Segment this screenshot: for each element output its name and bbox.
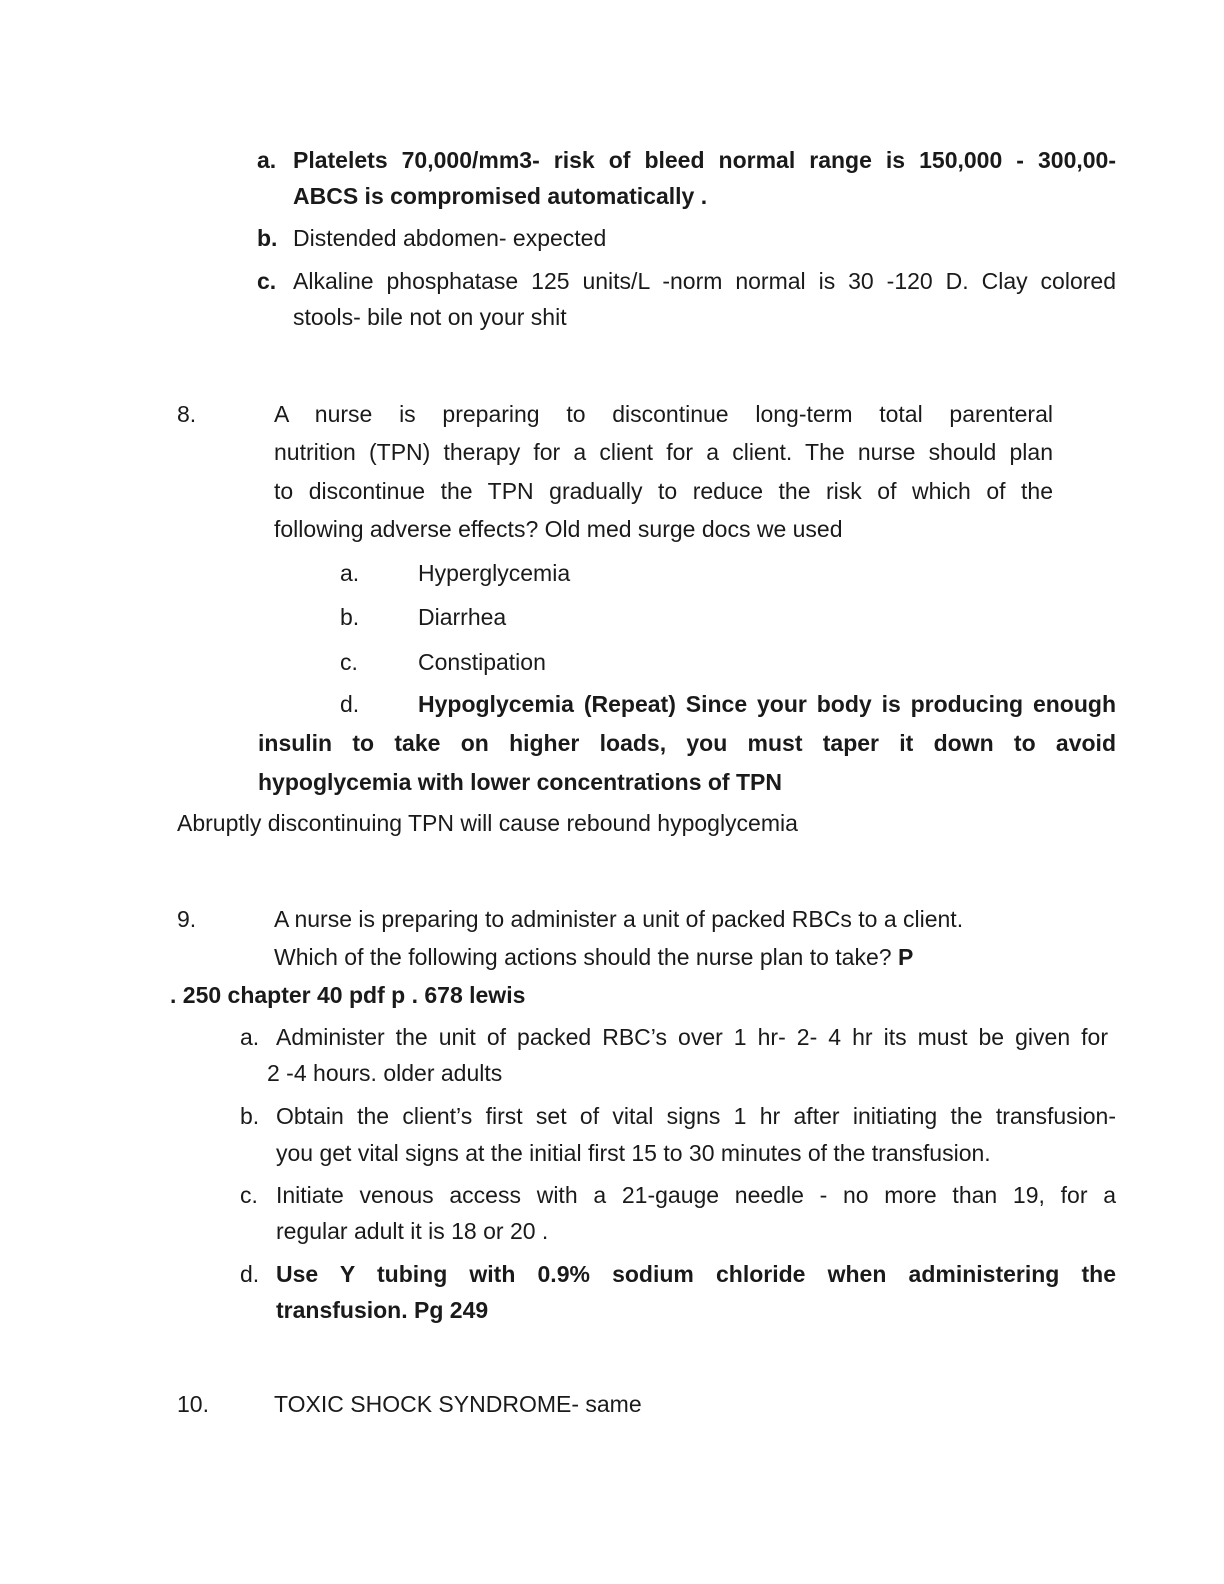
option-label: c. [340, 649, 358, 675]
option-text: Distended abdomen- expected [293, 225, 607, 251]
reference-text: P [897, 944, 914, 970]
answer-text: transfusion. Pg 249 [276, 1297, 489, 1323]
question-text: Which of the following actions should the nurse plan to take? [274, 944, 892, 970]
option-text: Obtain the client’s first set of vital signs 1 hr after initiating the transfusion- [276, 1103, 1116, 1129]
option-text: Initiate venous access with a 21-gauge needle - no more than 19, for a [276, 1182, 1116, 1208]
option-label: a. [240, 1024, 260, 1050]
option-text: 2 -4 hours. older adults [267, 1060, 503, 1086]
option-label: c. [257, 268, 277, 294]
option-text: ABCS is compromised automatically . [293, 183, 708, 209]
answer-label: d. [340, 691, 360, 717]
option-text: you get vital signs at the initial first 15 to 30 minutes of the transfusion. [276, 1140, 991, 1166]
option-text: Diarrhea [418, 604, 507, 630]
question-text: A nurse is preparing to administer a unit of packed RBCs to a client. [274, 906, 964, 932]
option-text: regular adult it is 18 or 20 . [276, 1218, 549, 1244]
question-text: to discontinue the TPN gradually to reduce the risk of which of the [274, 478, 1053, 504]
answer-text: hypoglycemia with lower concentrations of TPN [258, 769, 782, 795]
option-text: stools- bile not on your shit [293, 304, 567, 330]
answer-text: insulin to take on higher loads, you must taper it down to avoid [258, 730, 1116, 756]
answer-text: Hypoglycemia (Repeat) Since your body is producing enough [418, 691, 1116, 717]
question-text-line [274, 939, 913, 976]
option-label: a. [257, 147, 277, 173]
option-label: c. [240, 1182, 258, 1208]
option-text: Hyperglycemia [418, 560, 571, 586]
question-number: 9. [177, 906, 197, 932]
option-label: b. [240, 1103, 260, 1129]
option-text: Alkaline phosphatase 125 units/L -norm normal is 30 -120 D. Clay colored [293, 268, 1116, 294]
option-label: a. [340, 560, 360, 586]
question-number: 8. [177, 401, 197, 427]
answer-text: Use Y tubing with 0.9% sodium chloride when administering the [276, 1261, 1116, 1287]
option-label: b. [340, 604, 360, 630]
question-number: 10. [177, 1391, 209, 1417]
option-text: Administer the unit of packed RBC’s over 1 hr- 2- 4 hr its must be given for [276, 1024, 1108, 1050]
question-text: TOXIC SHOCK SYNDROME- same [274, 1391, 642, 1417]
reference-text: . 250 chapter 40 pdf p . 678 lewis [170, 982, 526, 1008]
question-text: following adverse effects? Old med surge docs we used [274, 516, 843, 542]
option-text: Constipation [418, 649, 546, 675]
answer-label: d. [240, 1261, 260, 1287]
question-text: nutrition (TPN) therapy for a client for a client. The nurse should plan [274, 439, 1053, 465]
question-text: A nurse is preparing to discontinue long-term total parenteral [274, 401, 1053, 427]
option-text: Platelets 70,000/mm3- risk of bleed normal range is 150,000 - 300,00- [293, 147, 1116, 173]
answer-note: Abruptly discontinuing TPN will cause rebound hypoglycemia [177, 810, 798, 836]
option-label: b. [257, 225, 278, 251]
